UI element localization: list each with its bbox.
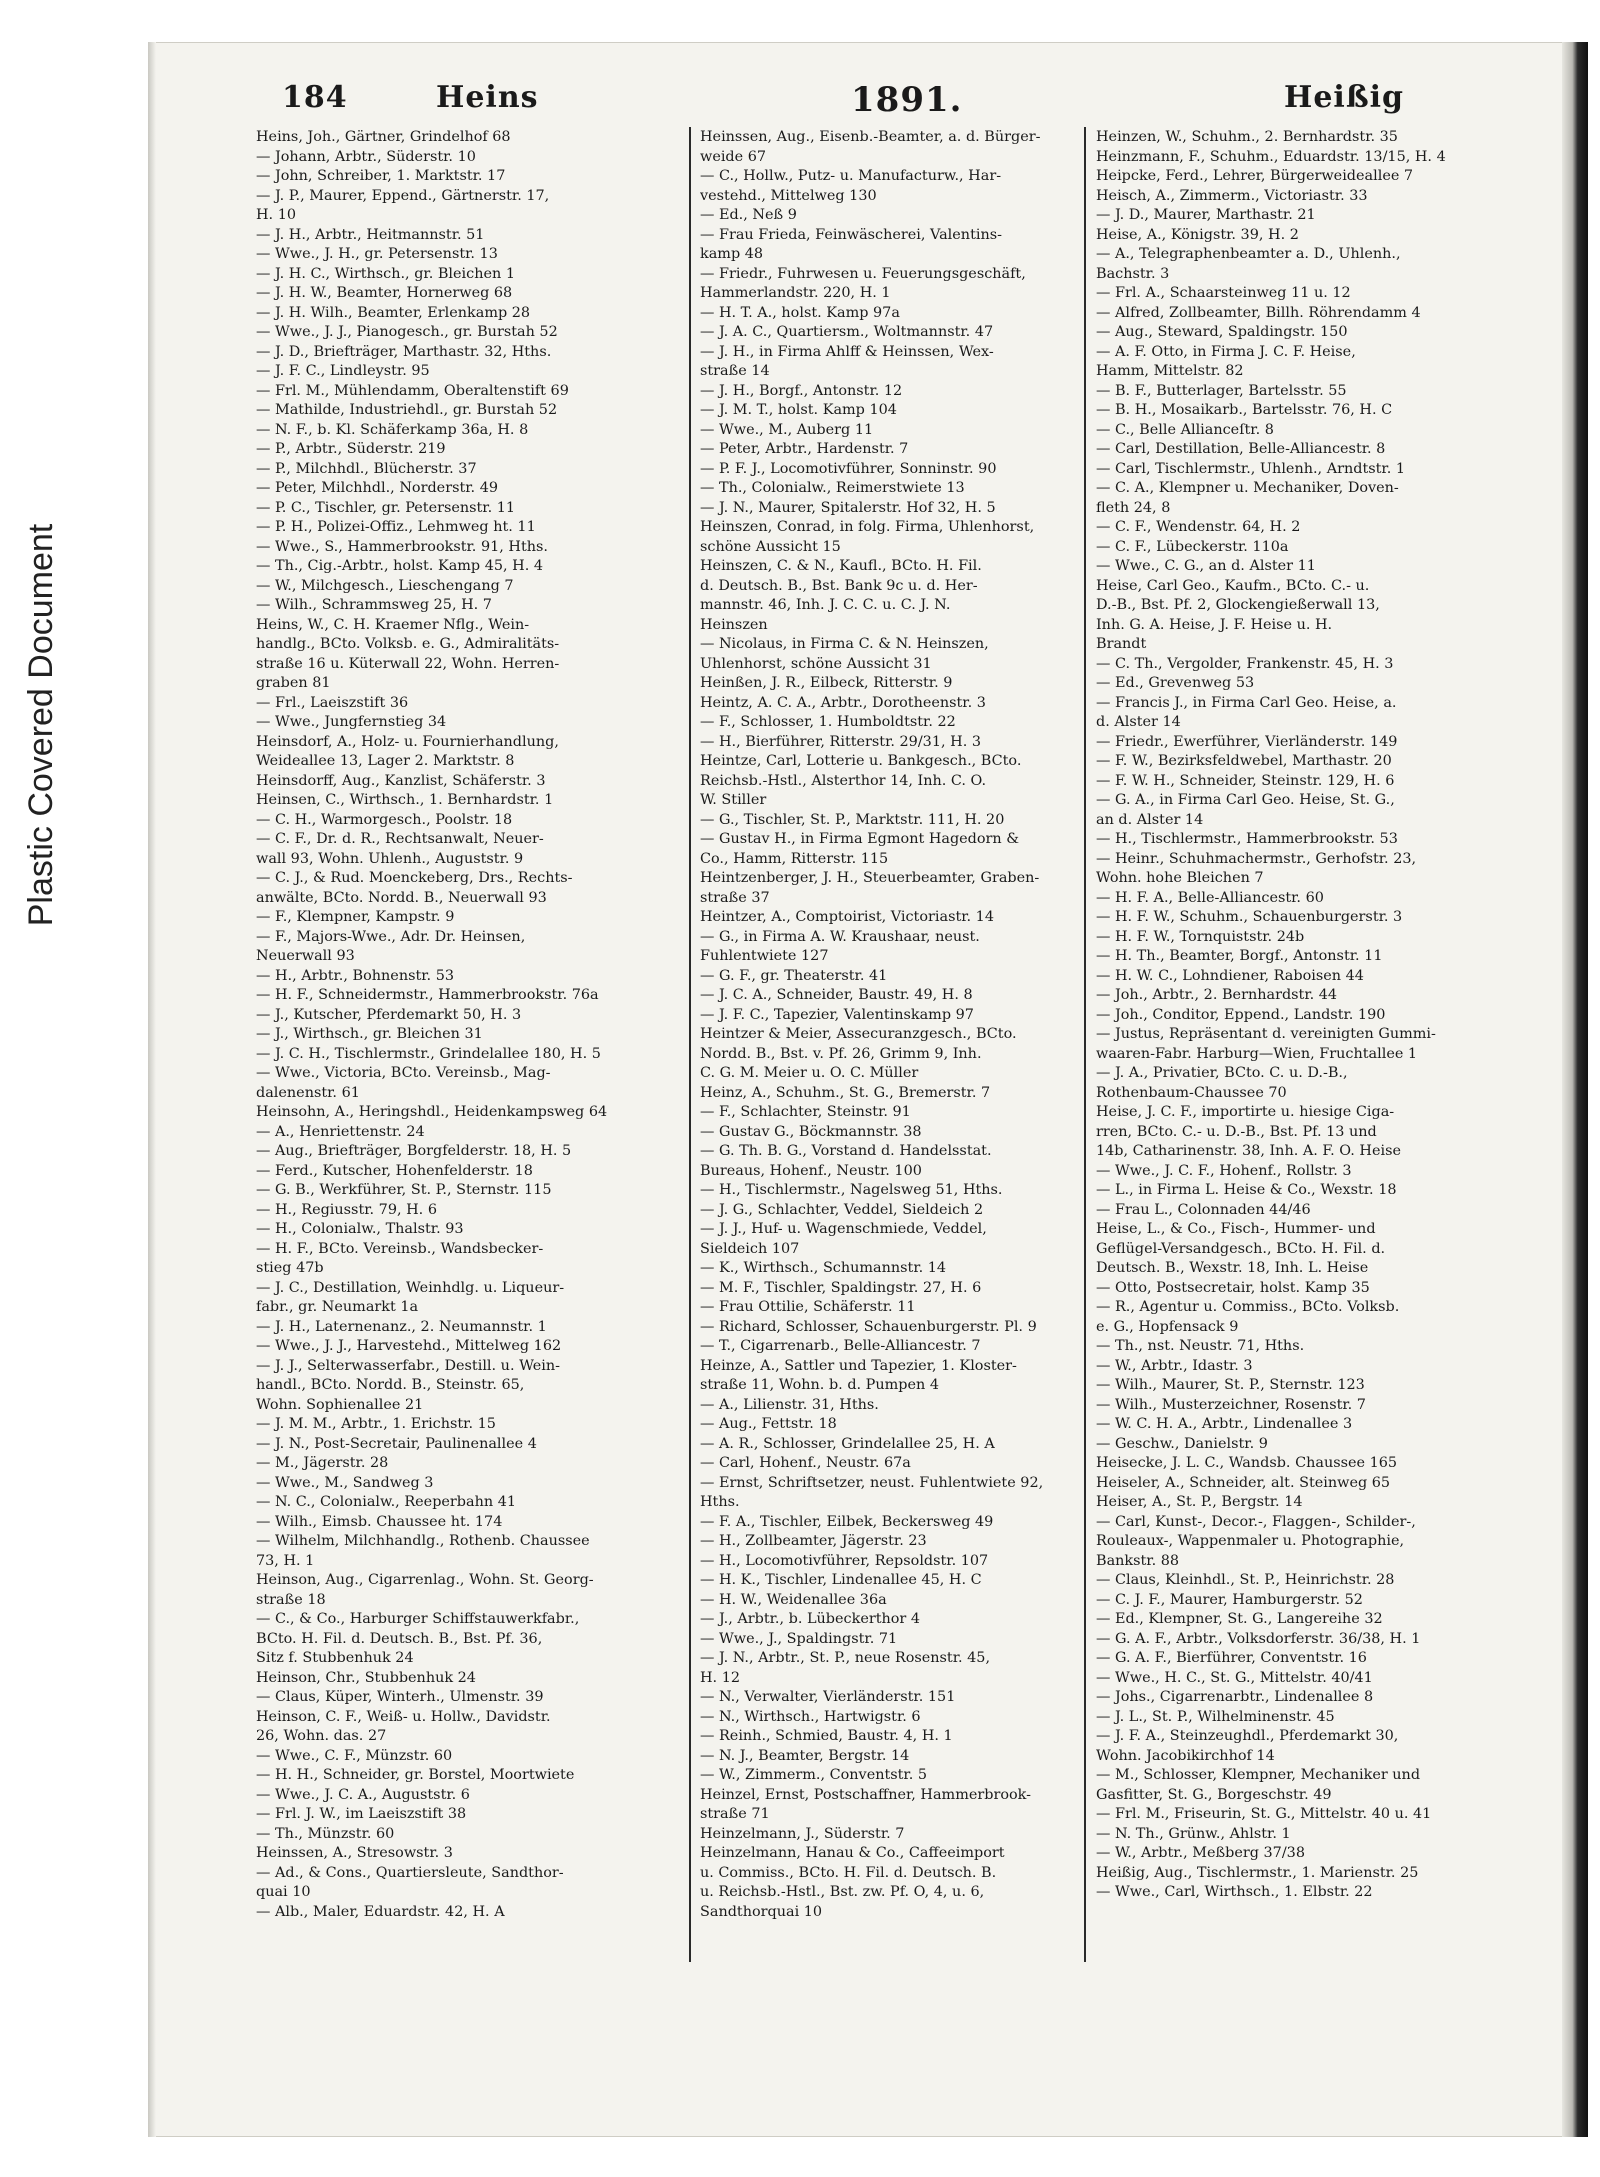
directory-entry: Heintze, Carl, Lotterie u. Bankgesch., BCto. [700, 753, 1022, 769]
directory-entry: Nordd. B., Bst. v. Pf. 26, Grimm 9, Inh. [700, 1045, 982, 1062]
directory-entry: Heinsen, C., Wirthsch., 1. Bernhardstr. 1 [256, 792, 554, 808]
directory-entry: — Ed., Grevenweg 53 [1096, 675, 1255, 691]
directory-entry: — C. J. F., Maurer, Hamburgerstr. 52 [1096, 1591, 1363, 1608]
directory-entry: wall 93, Wohn. Uhlenh., Auguststr. 9 [256, 850, 524, 867]
directory-entry: — J. C. H., Tischlermstr., Grindelallee 180, H. 5 [256, 1045, 601, 1062]
directory-entry: — M. F., Tischler, Spaldingstr. 27, H. 6 [700, 1279, 982, 1296]
directory-entry: BCto. H. Fil. d. Deutsch. B., Bst. Pf. 36, [256, 1630, 543, 1647]
directory-entry: — J. A., Privatier, BCto. C. u. D.-B., [1096, 1065, 1348, 1081]
directory-entry: C. G. M. Meier u. O. C. Müller [700, 1065, 919, 1081]
directory-entry: — Th., nst. Neustr. 71, Hths. [1096, 1338, 1305, 1354]
directory-entry: graben 81 [256, 675, 331, 691]
directory-entry: — H. H., Schneider, gr. Borstel, Moortwiete [256, 1767, 575, 1783]
directory-entry: — J. F. C., Lindleystr. 95 [256, 363, 430, 379]
directory-entry: — Frau L., Colonnaden 44/46 [1096, 1201, 1311, 1218]
directory-entry: waaren-Fabr. Harburg—Wien, Fruchtallee 1 [1096, 1045, 1418, 1062]
directory-entry: 26, Wohn. das. 27 [256, 1728, 387, 1744]
directory-entry: — W., Zimmerm., Conventstr. 5 [700, 1767, 928, 1783]
directory-entry: — Nicolaus, in Firma C. & N. Heinszen, [700, 636, 989, 652]
directory-entry: stieg 47b [256, 1260, 324, 1276]
page-right-edge [1562, 42, 1588, 2137]
column-rule-1 [689, 127, 691, 1962]
directory-entry: Hths. [700, 1494, 740, 1510]
directory-entry: — F. A., Tischler, Eilbek, Beckersweg 49 [700, 1513, 994, 1530]
directory-entry: handlg., BCto. Volksb. e. G., Admiralitäts- [256, 636, 560, 652]
directory-entry: Heinzen, W., Schuhm., 2. Bernhardstr. 35 [1096, 129, 1398, 145]
directory-entry: rren, BCto. C.- u. D.-B., Bst. Pf. 13 und [1096, 1123, 1377, 1140]
directory-entry: — H. W., Weidenallee 36a [700, 1591, 887, 1608]
directory-entry: — J. M. M., Arbtr., 1. Erichstr. 15 [256, 1416, 496, 1432]
directory-entry: — J. J., Selterwasserfabr., Destill. u. Wein- [256, 1357, 560, 1374]
directory-entry: — Wwe., H. C., St. G., Mittelstr. 40/41 [1096, 1669, 1373, 1686]
directory-entry: — Frl., Laeiszstift 36 [256, 694, 409, 711]
directory-entry: — Wwe., J. C. F., Hohenf., Rollstr. 3 [1096, 1162, 1352, 1179]
directory-entry: — J. P., Maurer, Eppend., Gärtnerstr. 17, [256, 187, 550, 204]
directory-entry: — N. J., Beamter, Bergstr. 14 [700, 1747, 910, 1764]
directory-entry: straße 71 [700, 1806, 770, 1822]
directory-entry: — H. K., Tischler, Lindenallee 45, H. C [700, 1572, 982, 1588]
directory-entry: — J. H., in Firma Ahlff & Heinssen, Wex- [700, 343, 994, 360]
directory-entry: Heins, W., C. H. Kraemer Nflg., Wein- [256, 616, 530, 633]
directory-column-2 [700, 128, 1094, 1922]
directory-entry: Heinzelmann, J., Süderstr. 7 [700, 1825, 905, 1842]
directory-entry: Fuhlentwiete 127 [700, 948, 829, 964]
directory-entry: 14b, Catharinenstr. 38, Inh. A. F. O. Heise [1096, 1143, 1401, 1159]
directory-entry: Uhlenhorst, schöne Aussicht 31 [700, 655, 932, 672]
directory-entry: — B. H., Mosaikarb., Bartelsstr. 76, H. C [1096, 402, 1393, 418]
directory-entry: Heinssen, Aug., Eisenb.-Beamter, a. d. Bürger- [700, 129, 1041, 145]
directory-entry: — Richard, Schlosser, Schauenburgerstr. Pl. 9 [700, 1318, 1037, 1335]
directory-entry: — J. G., Schlachter, Veddel, Sieldeich 2 [700, 1201, 984, 1218]
directory-entry: Brandt [1096, 636, 1147, 652]
directory-entry: — Wwe., J., Spaldingstr. 71 [700, 1630, 898, 1647]
directory-entry: — F. W., Bezirksfeldwebel, Marthastr. 20 [1096, 753, 1392, 769]
directory-entry: kamp 48 [700, 246, 764, 262]
directory-entry: — C. F., Lübeckerstr. 110a [1096, 538, 1289, 555]
directory-entry: Heinze, A., Sattler und Tapezier, 1. Kloster- [700, 1357, 1017, 1374]
page-year: 1891. [851, 80, 963, 120]
directory-entry: — A., Telegraphenbeamter a. D., Uhlenh., [1096, 246, 1401, 262]
directory-entry: Sitz f. Stubbenhuk 24 [256, 1650, 414, 1666]
directory-entry: Heinszen, C. & N., Kaufl., BCto. H. Fil. [700, 558, 982, 574]
directory-entry: Weideallee 13, Lager 2. Marktstr. 8 [256, 753, 515, 769]
directory-entry: dalenenstr. 61 [256, 1084, 360, 1101]
directory-entry: — J. D., Briefträger, Marthastr. 32, Hths. [256, 343, 552, 360]
directory-entry: — J. F. C., Tapezier, Valentinskamp 97 [700, 1006, 974, 1023]
directory-entry: — J. A. C., Quartiersm., Woltmannstr. 47 [700, 324, 994, 340]
directory-entry: Heins, Joh., Gärtner, Grindelhof 68 [256, 129, 511, 145]
directory-entry: — M., Schlosser, Klempner, Mechaniker und [1096, 1767, 1421, 1783]
directory-entry: mannstr. 46, Inh. J. C. C. u. C. J. N. [700, 597, 951, 613]
directory-entry: — Wilh., Schrammsweg 25, H. 7 [256, 597, 492, 613]
directory-entry: — Frau Ottilie, Schäferstr. 11 [700, 1299, 916, 1315]
running-head-left: Heins [436, 80, 539, 115]
directory-entry: fleth 24, 8 [1096, 499, 1171, 516]
directory-entry: — P., Arbtr., Süderstr. 219 [256, 441, 446, 457]
directory-entry: — C. H., Warmorgesch., Poolstr. 18 [256, 811, 513, 828]
directory-entry: — Wwe., J. J., Harvestehd., Mittelweg 162 [256, 1338, 562, 1354]
directory-entry: schöne Aussicht 15 [700, 538, 841, 555]
directory-entry: Heinzelmann, Hanau & Co., Caffeeimport [700, 1845, 1005, 1861]
directory-entry: Rouleaux-, Wappenmaler u. Photographie, [1096, 1533, 1405, 1549]
directory-entry: — G. A. F., Arbtr., Volksdorferstr. 36/38, H. 1 [1096, 1630, 1421, 1647]
directory-entry: — Otto, Postsecretair, holst. Kamp 35 [1096, 1279, 1370, 1296]
directory-entry: — Frl. A., Schaarsteinweg 11 u. 12 [1096, 285, 1351, 301]
directory-entry: — N. Th., Grünw., Ahlstr. 1 [1096, 1825, 1291, 1842]
directory-entry: Heinsdorf, A., Holz- u. Fournierhandlung, [256, 733, 559, 750]
directory-entry: straße 18 [256, 1591, 326, 1608]
directory-entry: — Carl, Destillation, Belle-Alliancestr. 8 [1096, 441, 1386, 457]
directory-entry: — Gustav H., in Firma Egmont Hagedorn & [700, 831, 1020, 847]
directory-entry: u. Reichsb.-Hstl., Bst. zw. Pf. O, 4, u. 6, [700, 1884, 985, 1900]
directory-entry: — J. H., Arbtr., Heitmannstr. 51 [256, 226, 485, 243]
directory-entry: Hamm, Mittelstr. 82 [1096, 363, 1244, 379]
directory-entry: Gasfitter, St. G., Borgeschstr. 49 [1096, 1786, 1332, 1803]
directory-entry: — C. F., Dr. d. R., Rechtsanwalt, Neuer- [256, 831, 544, 847]
directory-entry: — Alb., Maler, Eduardstr. 42, H. A [256, 1903, 505, 1920]
running-head-right: Heißig [1284, 80, 1404, 115]
directory-entry: — H., Colonialw., Thalstr. 93 [256, 1221, 464, 1237]
directory-entry: Bankstr. 88 [1096, 1552, 1180, 1569]
directory-entry: — W., Arbtr., Idastr. 3 [1096, 1357, 1253, 1374]
directory-entry: Rothenbaum-Chaussee 70 [1096, 1084, 1287, 1101]
directory-entry: — J. N., Post-Secretair, Paulinenallee 4 [256, 1435, 537, 1452]
directory-entry: Wohn. Jacobikirchhof 14 [1096, 1747, 1275, 1764]
directory-entry: — F. W. H., Schneider, Steinstr. 129, H. 6 [1096, 772, 1395, 789]
page-left-shadow [148, 42, 156, 2137]
directory-entry: — J. C. A., Schneider, Baustr. 49, H. 8 [700, 987, 973, 1003]
directory-entry: Heinson, Chr., Stubbenhuk 24 [256, 1669, 476, 1686]
directory-entry: — Alfred, Zollbeamter, Billh. Röhrendamm 4 [1096, 304, 1421, 321]
directory-entry: — H., Tischlermstr., Hammerbrookstr. 53 [1096, 831, 1398, 847]
directory-entry: quai 10 [256, 1884, 311, 1900]
directory-entry: Heinsdorff, Aug., Kanzlist, Schäferstr. 3 [256, 772, 546, 789]
directory-entry: — F., Schlosser, 1. Humboldtstr. 22 [700, 714, 956, 730]
directory-entry: — H. F. W., Tornquiststr. 24b [1096, 928, 1305, 945]
directory-entry: Sieldeich 107 [700, 1240, 800, 1257]
directory-entry: — Aug., Briefträger, Borgfelderstr. 18, H. 5 [256, 1143, 572, 1159]
directory-entry: Heinsohn, A., Heringshdl., Heidenkampsweg 64 [256, 1104, 608, 1120]
directory-entry: — F., Klempner, Kampstr. 9 [256, 909, 455, 925]
directory-entry: — H. Th., Beamter, Borgf., Antonstr. 11 [1096, 948, 1383, 964]
directory-entry: straße 16 u. Küterwall 22, Wohn. Herren- [256, 655, 560, 672]
directory-entry: — Wwe., J. C. A., Auguststr. 6 [256, 1786, 470, 1803]
directory-entry: — G. A. F., Bierführer, Conventstr. 16 [1096, 1650, 1367, 1666]
directory-entry: — C., Hollw., Putz- u. Manufacturw., Har- [700, 168, 1002, 184]
directory-entry: Heisch, A., Zimmerm., Victoriastr. 33 [1096, 187, 1368, 204]
directory-entry: Hammerlandstr. 220, H. 1 [700, 285, 891, 301]
directory-entry: — Aug., Steward, Spaldingstr. 150 [1096, 324, 1348, 340]
directory-entry: — N., Wirthsch., Hartwigstr. 6 [700, 1708, 921, 1725]
directory-entry: — H. F., BCto. Vereinsb., Wandsbecker- [256, 1240, 544, 1257]
directory-entry: — Frl. M., Mühlendamm, Oberaltenstift 69 [256, 382, 569, 399]
directory-entry: — G. A., in Firma Carl Geo. Heise, St. G., [1096, 792, 1395, 808]
directory-entry: Bureaus, Hohenf., Neustr. 100 [700, 1162, 922, 1179]
directory-entry: D.-B., Bst. Pf. 2, Glockengießerwall 13, [1096, 597, 1380, 613]
directory-entry: — P., Milchhdl., Blücherstr. 37 [256, 460, 477, 477]
directory-entry: e. G., Hopfensack 9 [1096, 1318, 1239, 1335]
directory-entry: — Peter, Milchhdl., Norderstr. 49 [256, 480, 499, 496]
directory-entry: — G., in Firma A. W. Kraushaar, neust. [700, 928, 980, 945]
directory-entry: Heinszen, Conrad, in folg. Firma, Uhlenhorst, [700, 519, 1035, 535]
directory-entry: — J. N., Maurer, Spitalerstr. Hof 32, H. 5 [700, 499, 996, 516]
directory-entry: — C., Belle Allianceſtr. 8 [1096, 421, 1274, 438]
scanned-page [148, 42, 1588, 2137]
directory-entry: — J. D., Maurer, Marthastr. 21 [1096, 207, 1316, 223]
directory-entry: Geflügel-Versandgesch., BCto. H. Fil. d. [1096, 1240, 1386, 1257]
directory-entry: — C. J., & Rud. Moenckeberg, Drs., Rechts- [256, 870, 573, 886]
directory-entry: — W. C. H. A., Arbtr., Lindenallee 3 [1096, 1416, 1353, 1432]
directory-entry: Inh. G. A. Heise, J. F. Heise u. H. [1096, 616, 1333, 633]
page-number: 184 [282, 80, 348, 115]
directory-entry: — C. F., Wendenstr. 64, H. 2 [1096, 519, 1301, 535]
directory-entry: — N., Verwalter, Vierländerstr. 151 [700, 1689, 956, 1705]
directory-entry: — A., Lilienstr. 31, Hths. [700, 1396, 879, 1413]
directory-entry: handl., BCto. Nordd. B., Steinstr. 65, [256, 1377, 525, 1393]
directory-entry: — Wwe., Victoria, BCto. Vereinsb., Mag- [256, 1065, 551, 1081]
directory-entry: — Peter, Arbtr., Hardenstr. 7 [700, 441, 909, 457]
directory-entry: — Johs., Cigarrenarbtr., Lindenallee 8 [1096, 1689, 1374, 1705]
directory-entry: Heintzenberger, J. H., Steuerbeamter, Graben- [700, 870, 1040, 886]
directory-entry: Heinson, C. F., Weiß- u. Hollw., Davidstr. [256, 1708, 551, 1725]
directory-entry: — F., Majors-Wwe., Adr. Dr. Heinsen, [256, 928, 526, 945]
directory-entry: Heiseler, A., Schneider, alt. Steinweg 65 [1096, 1474, 1391, 1491]
directory-entry: Heinz, A., Schuhm., St. G., Bremerstr. 7 [700, 1084, 991, 1101]
directory-entry: — G. B., Werkführer, St. P., Sternstr. 115 [256, 1182, 552, 1198]
directory-entry: H. 10 [256, 207, 297, 223]
directory-entry: — H. F., Schneidermstr., Hammerbrookstr. 76a [256, 987, 599, 1003]
directory-entry: Heipcke, Ferd., Lehrer, Bürgerweideallee 7 [1096, 168, 1414, 184]
directory-entry: — Claus, Küper, Winterh., Ulmenstr. 39 [256, 1689, 544, 1705]
directory-entry: — Ad., & Cons., Quartiersleute, Sandthor- [256, 1864, 564, 1881]
directory-entry: H. 12 [700, 1669, 741, 1686]
directory-entry: — J., Kutscher, Pferdemarkt 50, H. 3 [256, 1006, 522, 1023]
directory-entry: — Carl, Kunst-, Decor.-, Flaggen-, Schilder-, [1096, 1513, 1416, 1530]
directory-entry: Sandthorquai 10 [700, 1903, 823, 1920]
directory-entry: — Th., Colonialw., Reimerstwiete 13 [700, 480, 965, 496]
directory-entry: — C. Th., Vergolder, Frankenstr. 45, H. 3 [1096, 655, 1394, 672]
directory-entry: — H., Zollbeamter, Jägerstr. 23 [700, 1533, 927, 1549]
directory-entry: — Aug., Fettstr. 18 [700, 1416, 837, 1432]
directory-entry: — P. C., Tischler, gr. Petersenstr. 11 [256, 499, 516, 516]
directory-entry: — W., Arbtr., Meßberg 37/38 [1096, 1845, 1305, 1861]
directory-entry: — Justus, Repräsentant d. vereinigten Gummi- [1096, 1026, 1436, 1042]
directory-entry: — J. L., St. P., Wilhelminenstr. 45 [1096, 1708, 1335, 1725]
directory-entry: — Wwe., Jungfernstieg 34 [256, 714, 447, 730]
directory-entry: — J. F. A., Steinzeughdl., Pferdemarkt 30, [1096, 1728, 1399, 1744]
directory-entry: — J. M. T., holst. Kamp 104 [700, 402, 897, 418]
directory-entry: — J. H., Laternenanz., 2. Neumannstr. 1 [256, 1318, 547, 1335]
directory-entry: — J. H. W., Beamter, Hornerweg 68 [256, 285, 513, 301]
directory-entry: d. Alster 14 [1096, 714, 1181, 730]
directory-entry: — G., Tischler, St. P., Marktstr. 111, H. 20 [700, 811, 1005, 828]
directory-entry: — Wilh., Musterzeichner, Rosenstr. 7 [1096, 1396, 1366, 1413]
directory-entry: — C. A., Klempner u. Mechaniker, Doven- [1096, 480, 1399, 496]
directory-entry: — Wwe., M., Sandweg 3 [256, 1474, 434, 1491]
directory-entry: — J. J., Huf- u. Wagenschmiede, Veddel, [700, 1221, 987, 1237]
directory-entry: Heintz, A. C. A., Arbtr., Dorotheenstr. 3 [700, 694, 986, 711]
directory-entry: — K., Wirthsch., Schumannstr. 14 [700, 1260, 947, 1276]
directory-entry: — B. F., Butterlager, Bartelsstr. 55 [1096, 382, 1347, 399]
directory-entry: Wohn. Sophienallee 21 [256, 1396, 424, 1413]
directory-entry: — H., Tischlermstr., Nagelsweg 51, Hths. [700, 1182, 1003, 1198]
directory-entry: — R., Agentur u. Commiss., BCto. Volksb. [1096, 1299, 1400, 1315]
directory-entry: Heinßen, J. R., Eilbeck, Ritterstr. 9 [700, 675, 953, 691]
directory-entry: Heißig, Aug., Tischlermstr., 1. Marienstr. 25 [1096, 1864, 1419, 1881]
directory-entry: Heiser, A., St. P., Bergstr. 14 [1096, 1494, 1303, 1510]
directory-entry: — A. F. Otto, in Firma J. C. F. Heise, [1096, 343, 1356, 360]
directory-entry: — J. H. Wilh., Beamter, Erlenkamp 28 [256, 304, 531, 321]
directory-entry: — Claus, Kleinhdl., St. P., Heinrichstr. 28 [1096, 1572, 1395, 1588]
directory-entry: — G. F., gr. Theaterstr. 41 [700, 967, 888, 984]
directory-entry: d. Deutsch. B., Bst. Bank 9c u. d. Her- [700, 577, 978, 594]
directory-entry: — Th., Cig.-Arbtr., holst. Kamp 45, H. 4 [256, 558, 544, 574]
directory-entry: — H. W. C., Lohndiener, Raboisen 44 [1096, 967, 1364, 984]
directory-entry: — Joh., Conditor, Eppend., Landstr. 190 [1096, 1006, 1386, 1023]
directory-entry: — Heinr., Schuhmachermstr., Gerhofstr. 23, [1096, 850, 1417, 867]
directory-entry: Heisecke, J. L. C., Wandsb. Chaussee 165 [1096, 1455, 1398, 1471]
directory-entry: Heinson, Aug., Cigarrenlag., Wohn. St. Georg- [256, 1572, 594, 1588]
directory-entry: Heintzer, A., Comptoirist, Victoriastr. 14 [700, 909, 994, 925]
directory-entry: — John, Schreiber, 1. Marktstr. 17 [256, 168, 506, 184]
directory-entry: — Wilhelm, Milchhandlg., Rothenb. Chaussee [256, 1533, 590, 1549]
directory-entry: W. Stiller [700, 792, 767, 808]
directory-entry: — Th., Münzstr. 60 [256, 1825, 395, 1842]
directory-entry: — H., Arbtr., Bohnenstr. 53 [256, 967, 455, 984]
directory-entry: — Carl, Hohenf., Neustr. 67a [700, 1455, 911, 1471]
directory-entry: — H. F. A., Belle-Alliancestr. 60 [1096, 889, 1324, 906]
directory-entry: — Reinh., Schmied, Baustr. 4, H. 1 [700, 1728, 953, 1744]
directory-entry: Heinszen [700, 616, 768, 633]
directory-entry: — Joh., Arbtr., 2. Bernhardstr. 44 [1096, 987, 1338, 1003]
directory-entry: Heintzer & Meier, Assecuranzgesch., BCto. [700, 1026, 1017, 1042]
directory-entry: — Wwe., C. F., Münzstr. 60 [256, 1747, 453, 1764]
directory-entry: — F., Schlachter, Steinstr. 91 [700, 1104, 911, 1120]
directory-entry: — Ed., Neß 9 [700, 207, 797, 223]
directory-entry: — A., Henriettenstr. 24 [256, 1123, 425, 1140]
directory-entry: — H., Regiusstr. 79, H. 6 [256, 1201, 437, 1218]
directory-entry: — Ferd., Kutscher, Hohenfelderstr. 18 [256, 1162, 533, 1179]
directory-entry: Heise, A., Königstr. 39, H. 2 [1096, 226, 1299, 243]
directory-entry: — Frau Frieda, Feinwäscherei, Valentins- [700, 226, 1002, 243]
directory-entry: fabr., gr. Neumarkt 1a [256, 1299, 419, 1315]
directory-entry: — Frl. M., Friseurin, St. G., Mittelstr. 40 u. 41 [1096, 1806, 1432, 1822]
directory-entry: — H. F. W., Schuhm., Schauenburgerstr. 3 [1096, 909, 1403, 925]
directory-entry: — Wilh., Maurer, St. P., Sternstr. 123 [1096, 1377, 1365, 1393]
directory-entry: — Johann, Arbtr., Süderstr. 10 [256, 148, 476, 165]
directory-entry: Heise, L., & Co., Fisch-, Hummer- und [1096, 1221, 1376, 1237]
directory-entry: straße 11, Wohn. b. d. Pumpen 4 [700, 1377, 939, 1393]
directory-entry: — Mathilde, Industriehdl., gr. Burstah 52 [256, 402, 558, 418]
directory-entry: — C., & Co., Harburger Schiffstauwerkfabr., [256, 1611, 580, 1627]
directory-entry: straße 37 [700, 889, 770, 906]
directory-entry: — Wwe., J. J., Pianogesch., gr. Burstah 52 [256, 324, 558, 340]
directory-entry: — J., Arbtr., b. Lübeckerthor 4 [700, 1611, 921, 1627]
directory-entry: — W., Milchgesch., Lieschengang 7 [256, 577, 514, 594]
directory-entry: — Friedr., Ewerführer, Vierländerstr. 149 [1096, 733, 1398, 750]
directory-entry: — H., Locomotivführer, Repsoldstr. 107 [700, 1552, 989, 1569]
directory-entry: Neuerwall 93 [256, 948, 355, 964]
directory-entry: — Geschw., Danielstr. 9 [1096, 1435, 1268, 1452]
directory-entry: — M., Jägerstr. 28 [256, 1455, 389, 1471]
directory-entry: — H. T. A., holst. Kamp 97a [700, 304, 900, 321]
directory-entry: — Wilh., Eimsb. Chaussee ht. 174 [256, 1513, 503, 1530]
directory-entry: — P. H., Polizei-Offiz., Lehmweg ht. 11 [256, 519, 536, 535]
directory-entry: — Wwe., C. G., an d. Alster 11 [1096, 558, 1316, 574]
directory-entry: — J. C., Destillation, Weinhdlg. u. Liqueur- [256, 1279, 565, 1296]
plastic-covered-document-label: Plastic Covered Document [22, 523, 60, 927]
directory-entry: — Frl. J. W., im Laeiszstift 38 [256, 1806, 467, 1822]
directory-entry: — J., Wirthsch., gr. Bleichen 31 [256, 1026, 483, 1042]
directory-column-3 [1096, 128, 1490, 1903]
directory-entry: — Friedr., Fuhrwesen u. Feuerungsgeschäft, [700, 265, 1026, 282]
directory-entry: Heise, Carl Geo., Kaufm., BCto. C.- u. [1096, 577, 1370, 594]
directory-entry: — Gustav G., Böckmannstr. 38 [700, 1123, 922, 1140]
directory-entry: Bachstr. 3 [1096, 265, 1170, 282]
directory-entry: — N. F., b. Kl. Schäferkamp 36a, H. 8 [256, 421, 529, 438]
directory-entry: — Ed., Klempner, St. G., Langereihe 32 [1096, 1611, 1383, 1627]
directory-entry: weide 67 [700, 148, 767, 165]
directory-entry: — J. N., Arbtr., St. P., neue Rosenstr. 45, [700, 1650, 991, 1666]
directory-entry: — Francis J., in Firma Carl Geo. Heise, a. [1096, 694, 1397, 711]
directory-entry: — Wwe., J. H., gr. Petersenstr. 13 [256, 246, 498, 262]
directory-entry: — L., in Firma L. Heise & Co., Wexstr. 18 [1096, 1182, 1397, 1198]
directory-entry: — T., Cigarrenarb., Belle-Alliancestr. 7 [700, 1338, 981, 1354]
directory-entry: — Wwe., Carl, Wirthsch., 1. Elbstr. 22 [1096, 1884, 1373, 1900]
directory-entry: Heinssen, A., Stresowstr. 3 [256, 1845, 453, 1861]
directory-entry: Heinzmann, F., Schuhm., Eduardstr. 13/15, H. 4 [1096, 148, 1446, 165]
directory-entry: — Wwe., S., Hammerbrookstr. 91, Hths. [256, 538, 548, 555]
directory-entry: Heise, J. C. F., importirte u. hiesige Ciga- [1096, 1104, 1395, 1120]
directory-entry: — J. H. C., Wirthsch., gr. Bleichen 1 [256, 265, 515, 282]
directory-entry: Deutsch. B., Wexstr. 18, Inh. L. Heise [1096, 1260, 1369, 1276]
directory-entry: 73, H. 1 [256, 1552, 315, 1569]
directory-entry: — Wwe., M., Auberg 11 [700, 421, 874, 438]
directory-entry: — Carl, Tischlermstr., Uhlenh., Arndtstr. 1 [1096, 460, 1406, 477]
directory-entry: — G. Th. B. G., Vorstand d. Handelsstat. [700, 1143, 992, 1159]
directory-entry: Wohn. hohe Bleichen 7 [1096, 870, 1264, 886]
directory-entry: straße 14 [700, 363, 770, 379]
directory-entry: vestehd., Mittelweg 130 [700, 187, 877, 204]
directory-entry: — N. C., Colonialw., Reeperbahn 41 [256, 1494, 517, 1510]
directory-entry: — H., Bierführer, Ritterstr. 29/31, H. 3 [700, 733, 982, 750]
directory-entry: Reichsb.-Hstl., Alsterthor 14, Inh. C. O. [700, 772, 987, 789]
directory-entry: an d. Alster 14 [1096, 811, 1204, 828]
directory-entry: — A. R., Schlosser, Grindelallee 25, H. A [700, 1435, 995, 1452]
directory-entry: — P. F. J., Locomotivführer, Sonninstr. 90 [700, 460, 997, 477]
directory-entry: u. Commiss., BCto. H. Fil. d. Deutsch. B. [700, 1864, 997, 1881]
directory-entry: anwälte, BCto. Nordd. B., Neuerwall 93 [256, 889, 547, 906]
directory-entry: Co., Hamm, Ritterstr. 115 [700, 850, 889, 867]
directory-column-1 [256, 128, 650, 1922]
directory-entry: — Ernst, Schriftsetzer, neust. Fuhlentwiete 92, [700, 1474, 1044, 1491]
directory-entry: Heinzel, Ernst, Postschaffner, Hammerbrook- [700, 1786, 1031, 1803]
directory-entry: — J. H., Borgf., Antonstr. 12 [700, 382, 903, 399]
